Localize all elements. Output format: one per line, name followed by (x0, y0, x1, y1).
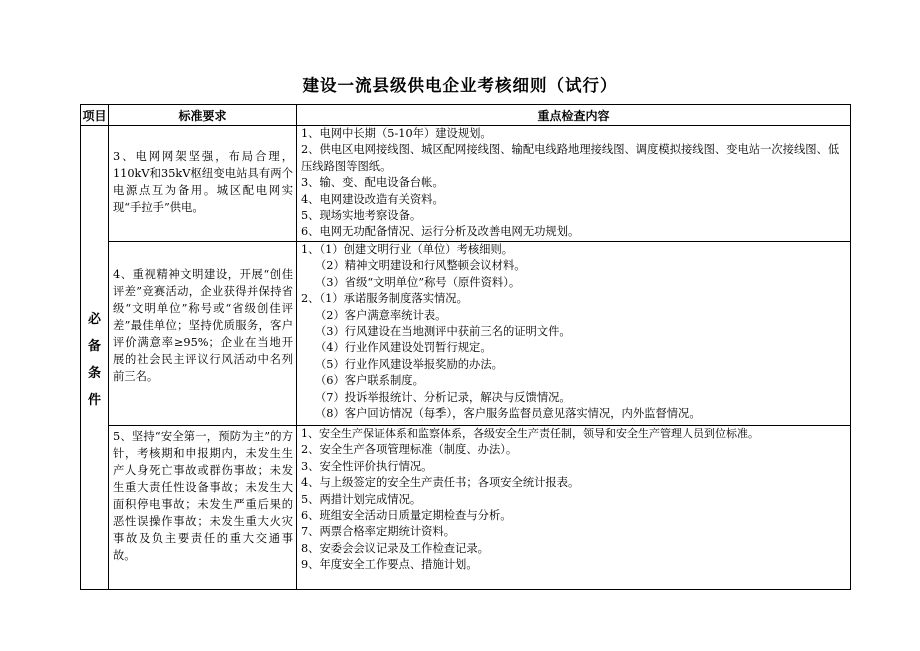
standard-cell (109, 426, 297, 590)
category-char: 备 (87, 338, 101, 354)
category-char: 条 (87, 365, 101, 381)
header-item: 项目 (81, 105, 109, 126)
document-title: 建设一流县级供电企业考核细则（试行） (302, 76, 618, 95)
check-item: 6、班组安全活动日质量定期检查与分析。 (301, 509, 512, 523)
check-item: 8、安委会会议记录及工作检查记录。 (301, 541, 489, 555)
check-item: （3）行风建设在当地测评中获前三名的证明文件。 (315, 325, 571, 339)
table-row (81, 126, 851, 242)
check-item: 5、两措计划完成情况。 (301, 492, 422, 506)
check-item: （7）投诉举报统计、分析记录，解决与反馈情况。 (315, 390, 571, 404)
check-item: 5、现场实地考察设备。 (301, 209, 422, 223)
category-char: 必 (87, 311, 101, 327)
header-standard: 标准要求 (109, 105, 297, 126)
check-item: 2、（1）承诺服务制度落实情况。 (301, 292, 468, 306)
check-item: 4、与上级签定的安全生产责任书；各项安全统计报表。 (301, 476, 580, 490)
check-item: （2）精神文明建设和行风整顿会议材料。 (315, 259, 526, 273)
standard-cell (109, 126, 297, 242)
table-row (81, 426, 851, 590)
check-item: （8）客户回访情况（每季），客户服务监督员意见落实情况，内外监督情况。 (315, 407, 701, 421)
check-cell (297, 242, 851, 426)
check-item: 9、年度安全工作要点、措施计划。 (301, 558, 478, 572)
check-item: 2、安全生产各项管理标准（制度、办法）。 (301, 443, 518, 457)
check-item: （3）省级“文明单位”称号（原件资料）。 (315, 275, 521, 289)
check-item: 3、输、变、配电设备台帐。 (301, 176, 444, 190)
check-cell (297, 426, 851, 590)
header-check: 重点检查内容 (297, 105, 851, 126)
check-item: （4）行业作风建设处罚暂行规定。 (315, 341, 492, 355)
standard-text: 5、坚持“安全第一，预防为主”的方针，考核期和申报期内，未发生生产人身死亡事故或群伤事故；未发生重大责任性设备事故；未发生大面积停电事故；未发生严重后果的恶性误操作事故；未发生重大火灾事故及负主要责任的重大交通事故。 (113, 430, 293, 562)
check-item: 1、电网中长期（5-10年）建设规划。 (301, 127, 492, 140)
assessment-table (80, 104, 851, 590)
table-row (81, 242, 851, 426)
check-item: 4、电网建设改造有关资料。 (301, 192, 444, 206)
check-item: 1、（1）创建文明行业（单位）考核细则。 (301, 243, 514, 256)
standard-text: 4、重视精神文明建设，开展“创佳评差”竞赛活动，企业获得并保持省级“文明单位”称号或“省级创佳评差”最佳单位；坚持优质服务，客户评价满意率≥95%；企业在当地开展的社会民主评议行风活动中名列前三名。 (113, 268, 293, 383)
table-header-row (81, 105, 851, 126)
check-item: （5）行业作风建设举报奖励的办法。 (315, 357, 503, 371)
category-cell (81, 126, 109, 590)
check-item: （6）客户联系制度。 (315, 374, 424, 388)
check-item: 1、安全生产保证体系和监察体系，各级安全生产责任制，领导和安全生产管理人员到位标准。 (301, 427, 759, 440)
category-char: 件 (87, 392, 101, 408)
check-item: 3、安全性评价执行情况。 (301, 459, 433, 473)
check-item: 2、供电区电网接线图、城区配网接线图、输配电线路地理接线图、调度模拟接线图、变电站一次接线图、低压线路图等图纸。 (301, 143, 840, 173)
standard-text: 3、电网网架坚强，布局合理，110kV和35kV枢纽变电站具有两个电源点互为备用。城区配电网实现“手拉手”供电。 (113, 150, 293, 214)
check-item: 6、电网无功配备情况、运行分析及改善电网无功规划。 (301, 225, 580, 239)
check-cell (297, 126, 851, 242)
check-item: （2）客户满意率统计表。 (315, 308, 447, 322)
check-item: 7、两票合格率定期统计资料。 (301, 525, 456, 539)
standard-cell (109, 242, 297, 426)
